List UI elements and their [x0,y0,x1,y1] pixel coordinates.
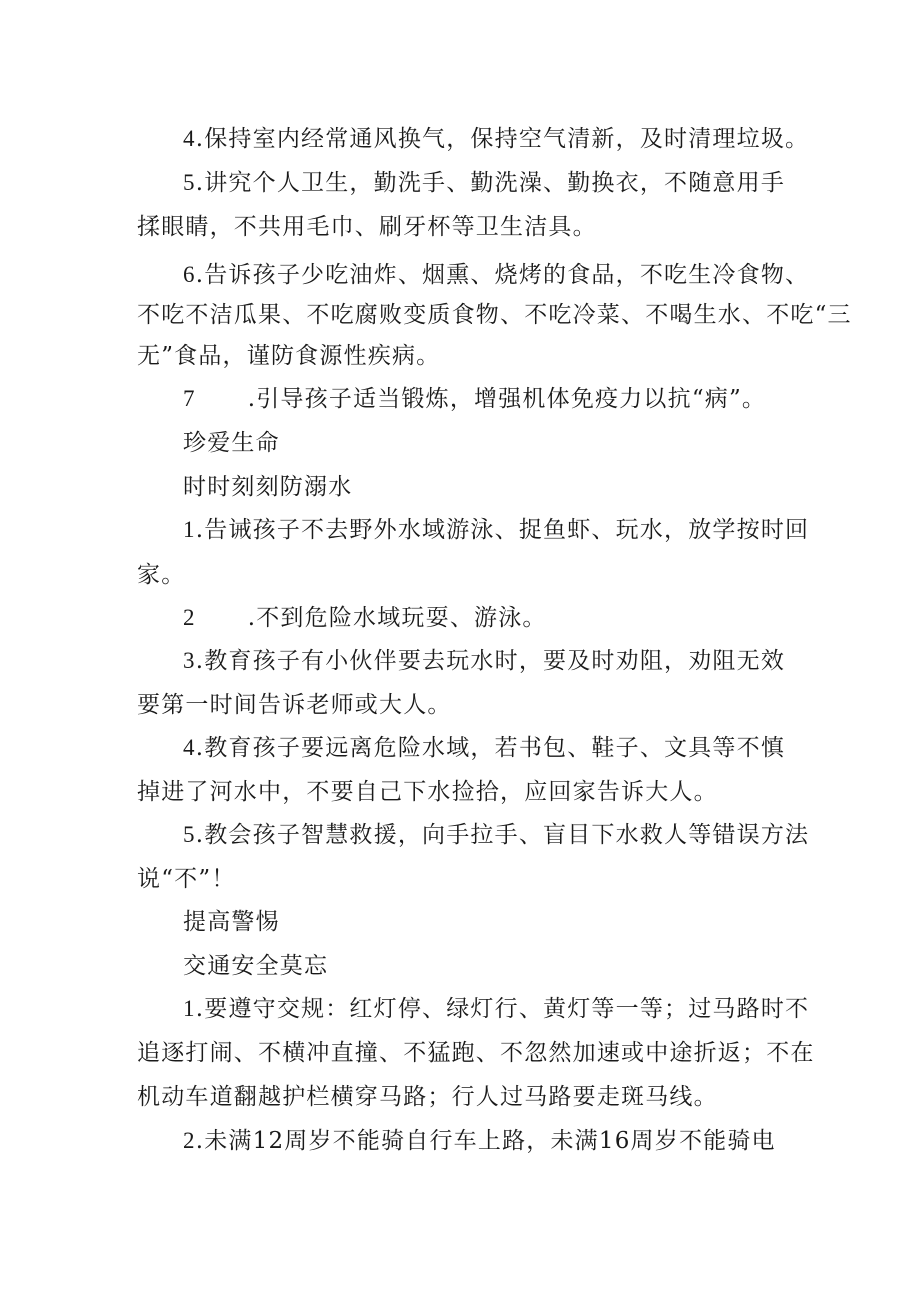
paragraph-line [183,1126,776,1156]
paragraph-line [183,124,809,154]
item-text: 机动车道翻越护栏横穿马路；行人过马路要走斑马线。 [137,1084,718,1110]
paragraph-line [137,1038,815,1068]
paragraph-line [137,777,718,807]
paragraph-line [137,300,852,330]
item-number: 4 [183,735,196,760]
paragraph-line [137,1082,718,1112]
item-text: 家。 [137,562,186,588]
item-number: 2 [183,1128,196,1153]
paragraph-line [137,690,452,720]
item-text: 掉进了河水中，不要自己下水捡拾，应回家告诉大人。 [137,779,718,805]
item-text: .要遵守交规：红灯停、绿灯行、黄灯等一等；过马路时不 [195,996,810,1022]
item-number: 5 [183,170,196,195]
item-text: 不吃不洁瓜果、不吃腐败变质食物、不吃冷菜、不喝生水、不吃“三 [137,302,852,328]
item-text: 揉眼睛，不共用毛巾、刷牙杯等卫生洁具。 [137,214,597,240]
paragraph-line [183,603,547,633]
item-text: 要第一时间告诉老师或大人。 [137,692,452,718]
item-text: .引导孩子适当锻炼，增强机体免疫力以抗“病”。 [247,386,767,412]
paragraph-line [137,560,185,590]
item-number: 6 [183,262,196,287]
item-text: .教育孩子要远离危险水域，若书包、鞋子、文具等不慎 [195,735,786,761]
item-number: 7 [183,386,196,411]
paragraph-line [183,820,809,850]
paragraph-line [183,168,785,198]
item-text: .不到危险水域玩耍、游泳。 [247,605,547,631]
item-number: 3 [183,648,196,673]
paragraph-line [137,864,236,894]
paragraph-line [183,994,809,1024]
section-subheading: 交通安全莫忘 [183,953,329,979]
item-text: 无”食品，谨防食源性疾病。 [137,343,441,369]
paragraph-line [183,260,809,290]
item-text: .教育孩子有小伙伴要去玩水时，要及时劝阻，劝阻无效 [195,648,786,674]
section-subheading: 时时刻刻防溺水 [183,474,353,500]
item-number: 5 [183,822,196,847]
paragraph-line [183,384,766,414]
section-heading: 珍爱生命 [183,430,280,456]
item-text: .保持室内经常通风换气，保持空气清新，及时清理垃圾。 [195,126,810,152]
item-text: 说“不”！ [137,866,236,892]
paragraph-line [137,212,597,242]
item-number: 2 [183,605,196,630]
item-number: 1 [183,517,196,542]
item-text: .讲究个人卫生，勤洗手、勤洗澡、勤换衣，不随意用手 [195,170,786,196]
item-text: 追逐打闹、不横冲直撞、不猛跑、不忽然加速或中途折返；不在 [137,1040,815,1066]
paragraph-line [183,515,809,545]
paragraph-line [183,733,785,763]
item-text: .告诉孩子少吃油炸、烟熏、烧烤的食品，不吃生冷食物、 [195,262,810,288]
item-text: .告诫孩子不去野外水域游泳、捉鱼虾、玩水，放学按时回 [195,517,810,543]
item-text: .教会孩子智慧救援，向手拉手、盲目下水救人等错误方法 [195,822,810,848]
paragraph-line [183,646,785,676]
item-number: 4 [183,126,196,151]
paragraph-line [137,341,440,371]
item-number: 1 [183,996,196,1021]
section-heading: 提高警惕 [183,909,280,935]
item-text: .未满12周岁不能骑自行车上路，未满16周岁不能骑电 [195,1128,776,1154]
